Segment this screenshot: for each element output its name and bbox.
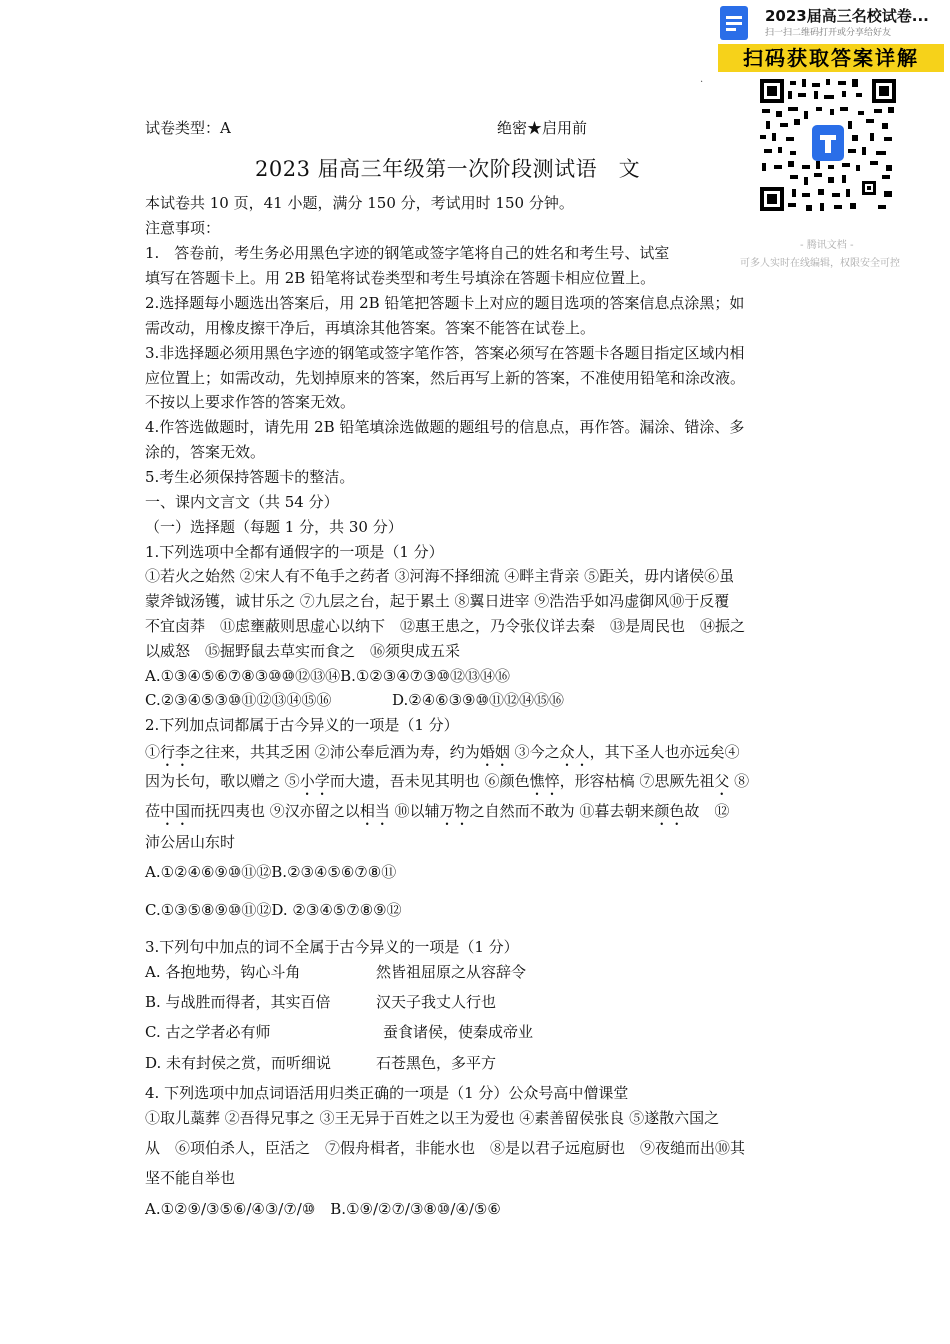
q2-line-4 <box>145 832 235 852</box>
q3-option-a: A. 各抱地势，钩心斗角 <box>145 963 301 981</box>
notice-4b: 涂的，答案无效。 <box>145 443 266 461</box>
banner-title[interactable]: 2023届高三名校试卷... <box>765 7 929 25</box>
q1-options-ab: A.①③④⑤⑥⑦⑧③⑩⑩⑫⑬⑭B.①②③④⑦③⑩⑫⑬⑭⑯ <box>145 667 510 685</box>
qr-code-icon[interactable] <box>758 77 898 213</box>
q1-line-2: 蒙斧钺汤镬，诚甘乐之 ⑦九层之台，起于累土 ⑧翼日进宰 ⑨浩浩乎如冯虚御风⑩于反覆 <box>145 592 730 610</box>
page-title: 2023 届高三年级第一次阶段测试语 文 <box>255 157 641 181</box>
q4-line-3: 坚不能自举也 <box>145 1169 236 1187</box>
section-1-heading: 一、课内文言文（共 54 分） <box>145 493 339 511</box>
exam-intro: 本试卷共 10 页，41 小题，满分 150 分，考试用时 150 分钟。 <box>145 194 574 212</box>
notice-4a: 4.作答选做题时，请先用 2B 铅笔填涂选做题的题组号的信息点，再作答。漏涂、错涂、多 <box>145 418 745 436</box>
q2-line-2: 因为长句，歌以赠之 ⑤小学而大遗，吾未见其明也 ⑥颜色憔悴，形容枯槁 ⑦思厥先祖父 ⑧ <box>145 772 750 790</box>
notice-5: 5.考生必须保持答题卡的整洁。 <box>145 468 355 486</box>
notice-heading: 注意事项： <box>145 219 221 237</box>
q4-line-2: 从 ⑥项伯杀人，臣活之 ⑦假舟楫者，非能水也 ⑧是以君子远庖厨也 ⑨夜缒而出⑩其 <box>145 1139 746 1157</box>
notice-3a: 3.非选择题必须用黑色字迹的钢笔或签字笔作答，答案必须写在答题卡各题目指定区域内相 <box>145 344 745 362</box>
q1-line-1: ①若火之始然 ②宋人有不龟手之药者 ③河海不择细流 ④畔主背亲 ⑤距关，毋内诸侯⑥虽 <box>145 567 735 585</box>
notice-3b: 应位置上；如需改动，先划掉原来的答案，然后再写上新的答案，不准使用铅笔和涂改液。 <box>145 369 746 387</box>
tencent-docs-label: - 腾讯文档 - <box>800 240 854 251</box>
q2-options-cd: C.①③⑤⑧⑨⑩⑪⑫D. ②③④⑤⑦⑧⑨⑫ <box>145 901 402 919</box>
q3-option-b: B. 与战胜而得者，其实百倍 <box>145 993 331 1011</box>
question-4: 4. 下列选项中加点词语活用归类正确的一项是（1 分）公众号高中僧课堂 <box>145 1084 629 1102</box>
q2-line-1: ①行李之往来，共其乏困 ②沛公奉卮酒为寿，约为婚姻 ③今之众人，其下圣人也亦远矣④ <box>145 743 740 761</box>
secret-label: 绝密★启用前 <box>497 119 588 137</box>
scan-answer-banner[interactable]: 扫码获取答案详解 <box>718 44 944 72</box>
notice-3c: 不按以上要求作答的答案无效。 <box>145 393 356 411</box>
notice-1b: 填写在答题卡上。用 2B 铅笔将试卷类型和考生号填涂在答题卡相应位置上。 <box>145 269 656 287</box>
q3-option-d: D. 未有封侯之赏，而听细说 <box>145 1054 332 1072</box>
q2-options-ab: A.①②④⑥⑨⑩⑪⑫B.②③④⑤⑥⑦⑧⑪ <box>145 863 397 881</box>
question-1: 1.下列选项中全都有通假字的一项是（1 分） <box>145 543 444 561</box>
banner-subtitle: 扫一扫二维码打开或分享给好友 <box>765 28 892 38</box>
q3-option-c2: 蚕食诸侯，使秦成帝业 <box>383 1023 534 1041</box>
q1-option-d: D.②④⑥③⑨⑩⑪⑫⑭⑮⑯ <box>392 691 564 709</box>
q3-option-c: C. 古之学者必有师 <box>145 1023 271 1041</box>
q3-option-a2: 然皆祖屈原之从容辞令 <box>376 963 527 981</box>
q2-line-3: 莅中国而抚四夷也 ⑨汉亦留之以相当 ⑩以辅万物之自然而不敢为 ⑪暮去朝来颜色故 ⑫ <box>145 802 730 820</box>
subsection-1-heading: （一）选择题（每题 1 分，共 30 分） <box>145 518 403 536</box>
paper-type: 试卷类型：A <box>145 119 231 137</box>
q2-line-4-text: 沛公居山东时 <box>145 833 236 851</box>
q3-option-b2: 汉天子我丈人行也 <box>376 993 497 1011</box>
notice-1a: 1. 答卷前，考生务必用黑色字迹的钢笔或签字笔将自己的姓名和考生号、试室 <box>145 244 670 262</box>
tencent-docs-icon[interactable] <box>720 6 748 40</box>
tencent-docs-note: 可多人实时在线编辑，权限安全可控 <box>740 258 900 269</box>
question-2: 2.下列加点词都属于古今异义的一项是（1 分） <box>145 716 459 734</box>
q4-line-1: ①取儿藁葬 ②吾得兄事之 ③王无异于百姓之以王为爱也 ④素善留侯张良 ⑤遂散六国之 <box>145 1109 720 1127</box>
q3-option-d2: 石苍黑色，多平方 <box>376 1054 497 1072</box>
q4-options-ab: A.①②⑨/③⑤⑥/④③/⑦/⑩ B.①⑨/②⑦/③⑧⑩/④/⑤⑥ <box>145 1200 501 1218</box>
stray-dot: . <box>700 74 704 85</box>
notice-2b: 需改动，用橡皮擦干净后，再填涂其他答案。答案不能答在试卷上。 <box>145 319 596 337</box>
q1-line-4: 以威怒 ⑮掘野鼠去草实而食之 ⑯须臾成五采 <box>145 642 461 660</box>
question-3: 3.下列句中加点的词不全属于古今异义的一项是（1 分） <box>145 938 519 956</box>
q1-line-3: 不宜卤莽 ⑪虑壅蔽则思虚心以纳下 ⑫惠王患之，乃令张仪详去秦 ⑬是周民也 ⑭振之 <box>145 617 746 635</box>
q1-option-c: C.②③④⑤③⑩⑪⑫⑬⑭⑮⑯ <box>145 691 332 709</box>
notice-2a: 2.选择题每小题选出答案后，用 2B 铅笔把答题卡上对应的题目选项的答案信息点涂黑；如 <box>145 294 745 312</box>
